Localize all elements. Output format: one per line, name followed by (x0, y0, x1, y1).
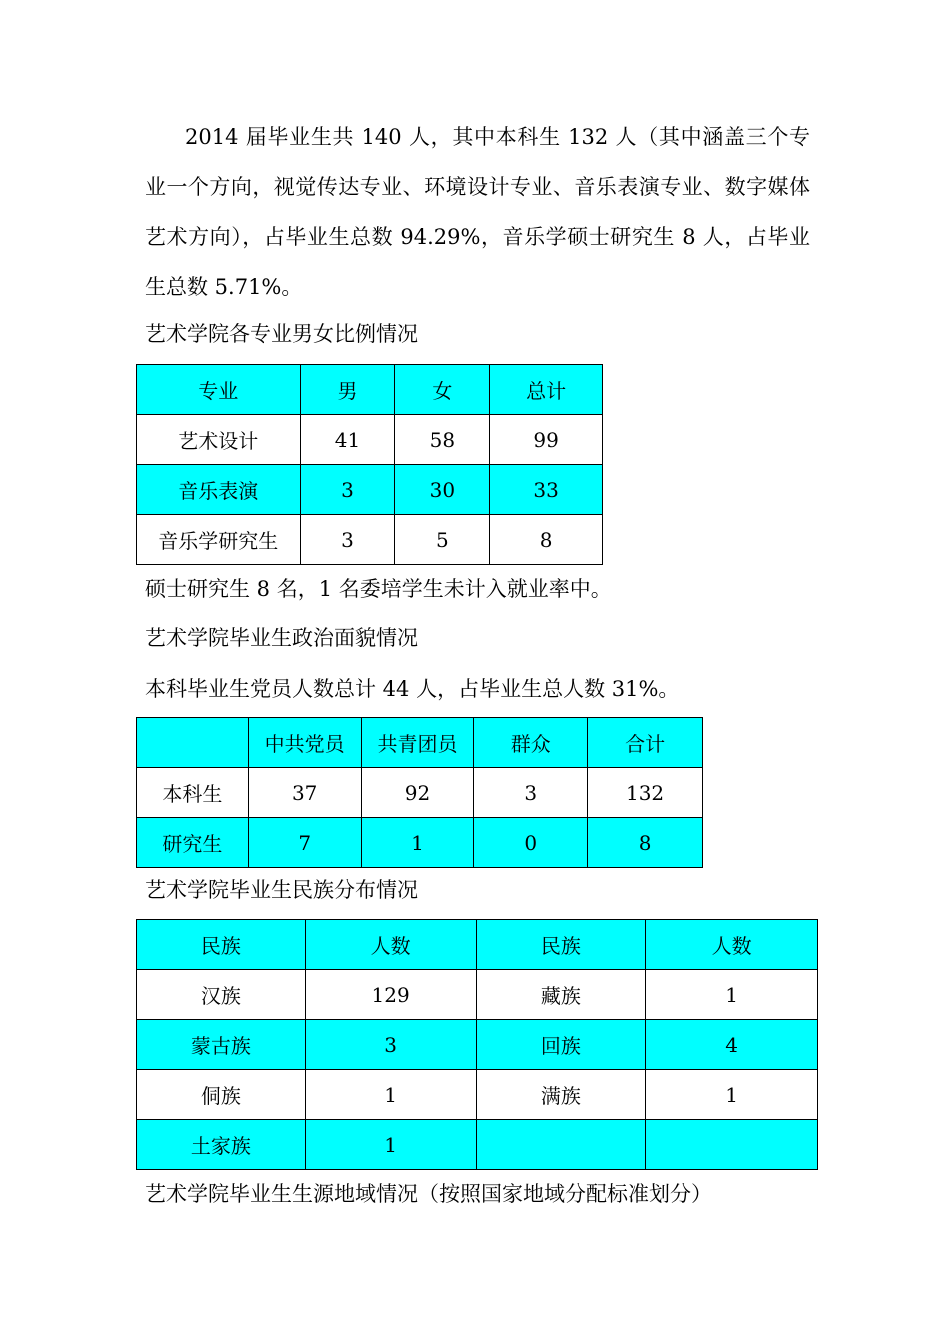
table-cell: 7 (248, 818, 361, 868)
table-cell: 132 (588, 768, 703, 818)
table-cell: 1 (646, 1070, 818, 1120)
table-cell (646, 1120, 818, 1170)
table-cell: 艺术设计 (137, 415, 301, 465)
table-cell: 研究生 (137, 818, 249, 868)
table-cell: 33 (490, 465, 603, 515)
header-cell: 民族 (476, 920, 646, 970)
table-cell: 3 (474, 768, 588, 818)
header-cell: 人数 (646, 920, 818, 970)
table-cell: 37 (248, 768, 361, 818)
header-cell: 男 (300, 365, 395, 415)
table-row (137, 970, 818, 1020)
header-cell: 民族 (137, 920, 306, 970)
table-cell: 8 (490, 515, 603, 565)
table-cell: 汉族 (137, 970, 306, 1020)
table-cell: 3 (305, 1020, 476, 1070)
table-header-row (137, 365, 603, 415)
gender-ratio-title: 艺术学院各专业男女比例情况 (145, 322, 418, 346)
table-cell: 土家族 (137, 1120, 306, 1170)
table-cell (476, 1120, 646, 1170)
table-cell: 8 (588, 818, 703, 868)
table-cell: 4 (646, 1020, 818, 1070)
table-cell: 满族 (476, 1070, 646, 1120)
table-cell: 侗族 (137, 1070, 306, 1120)
table-cell: 藏族 (476, 970, 646, 1020)
table-cell: 3 (300, 465, 395, 515)
table-cell: 本科生 (137, 768, 249, 818)
header-cell (137, 718, 249, 768)
table-row (137, 415, 603, 465)
table-cell: 1 (305, 1070, 476, 1120)
table-row (137, 768, 703, 818)
table-cell: 30 (395, 465, 490, 515)
table-cell: 129 (305, 970, 476, 1020)
political-status-table (136, 717, 703, 868)
table-cell: 0 (474, 818, 588, 868)
table-cell: 3 (300, 515, 395, 565)
table-cell: 1 (361, 818, 474, 868)
header-cell: 共青团员 (361, 718, 474, 768)
header-cell: 女 (395, 365, 490, 415)
table-cell: 音乐表演 (137, 465, 301, 515)
table-cell: 1 (305, 1120, 476, 1170)
table-header-row (137, 718, 703, 768)
header-cell: 群众 (474, 718, 588, 768)
table-row (137, 1120, 818, 1170)
table-cell: 58 (395, 415, 490, 465)
ethnicity-title: 艺术学院毕业生民族分布情况 (145, 878, 418, 902)
table-row (137, 465, 603, 515)
header-cell: 合计 (588, 718, 703, 768)
graduate-note: 硕士研究生 8 名，1 名委培学生未计入就业率中。 (145, 577, 612, 601)
table-row (137, 1020, 818, 1070)
table-cell: 5 (395, 515, 490, 565)
origin-region-title: 艺术学院毕业生生源地域情况（按照国家地域分配标准划分） (145, 1182, 712, 1206)
table-cell: 92 (361, 768, 474, 818)
table-row (137, 818, 703, 868)
header-cell: 总计 (490, 365, 603, 415)
ethnicity-table (136, 919, 818, 1170)
header-cell: 专业 (137, 365, 301, 415)
table-row (137, 1070, 818, 1120)
table-header-row (137, 920, 818, 970)
header-cell: 中共党员 (248, 718, 361, 768)
table-cell: 回族 (476, 1020, 646, 1070)
table-row (137, 515, 603, 565)
political-status-title: 艺术学院毕业生政治面貌情况 (145, 626, 418, 650)
table-cell: 41 (300, 415, 395, 465)
table-cell: 1 (646, 970, 818, 1020)
table-cell: 音乐学研究生 (137, 515, 301, 565)
header-cell: 人数 (305, 920, 476, 970)
table-cell: 蒙古族 (137, 1020, 306, 1070)
gender-ratio-table (136, 364, 603, 565)
intro-paragraph: 2014 届毕业生共 140 人，其中本科生 132 人（其中涵盖三个专业一个方向，视觉传达专业、环境设计专业、音乐表演专业、数字媒体艺术方向），占毕业生总数 94.29%，音乐学硕士研究生 8 人，占毕业生总数 5.71%。 (145, 125, 810, 299)
party-member-summary: 本科毕业生党员人数总计 44 人，占毕业生总人数 31%。 (145, 677, 680, 701)
table-cell: 99 (490, 415, 603, 465)
